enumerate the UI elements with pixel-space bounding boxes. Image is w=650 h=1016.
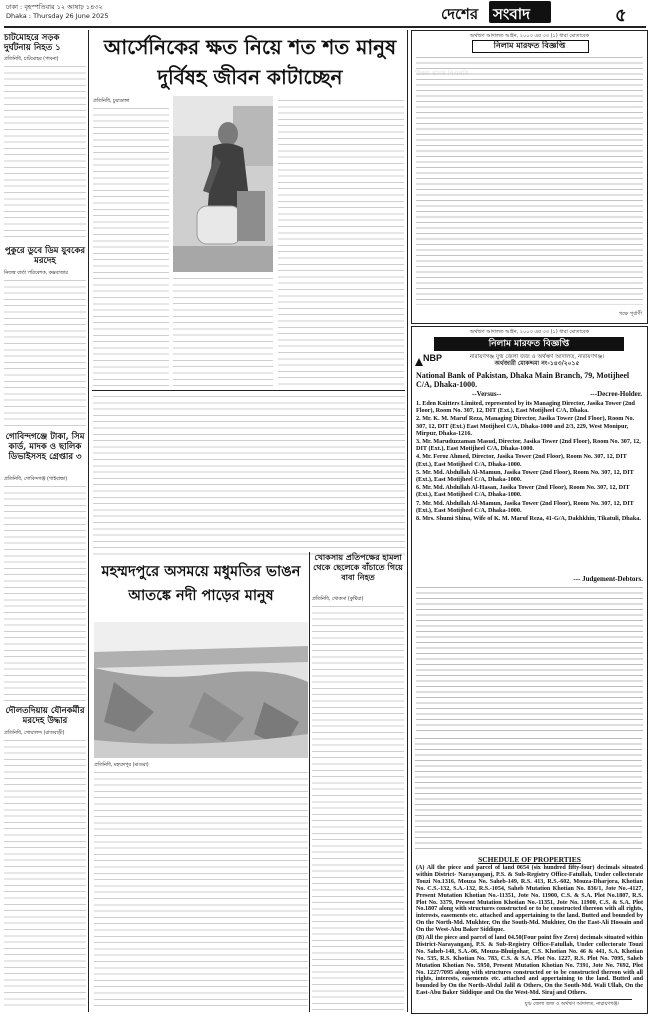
notice-top-body	[416, 55, 643, 305]
parties-list	[416, 400, 643, 522]
edition-date-en: Dhaka : Thursday 26 June 2025	[6, 12, 109, 20]
party-item: 1. Eden Knitters Limited, represented by its Managing Director, Jasika Tower (2nd Floor), Room No. 307, 12, DIT (Ext.), East Motijheel C/A, Dhaka.	[416, 400, 635, 415]
notice-bottom-body	[416, 585, 643, 733]
decree-holder: ---Decree-Holder.	[590, 390, 642, 398]
side-divider	[309, 552, 310, 1012]
second-byline: প্রতিনিধি, মহম্মদপুর (মাগুরা)	[94, 763, 149, 768]
auction-notice-top	[411, 30, 648, 324]
notice-bottom-mid-body	[415, 736, 642, 852]
versus: --Versus--	[472, 390, 502, 398]
left-headline-1: চাটমোহরে সড়ক দুর্ঘটনায় নিহত ১	[4, 33, 61, 53]
masthead-brand-right-text: সংবাদ	[493, 5, 530, 23]
left-byline-3: প্রতিনিধি, গোবিন্দগঞ্জ (গাইবান্ধা)	[4, 477, 68, 482]
center-right-divider	[407, 30, 408, 1012]
party-item: 4. Mr. Feroz Ahmed, Director, Jasika Tower (2nd Floor), Room No. 307, 12, DIT (Ext.), East Motijheel C/A, Dhaka-1000.	[416, 453, 627, 468]
lead-byline: প্রতিনিধি, চুয়াডাঙ্গা	[93, 99, 130, 104]
party-item: 7. Mr. Md. Abdullah Al-Mamun, Jasika Tower (2nd Floor), Room No. 307, 12, DIT (Ext.), East Motijheel C/A, Dhaka-1000.	[416, 499, 634, 514]
court-seal: যুগ্ম জেলা জজ ও অর্থঋণ আদালত, নারায়ণগঞ্জ।	[524, 1002, 620, 1007]
court-seal-line	[532, 999, 632, 1000]
edition-date-bn: ঢাকা : বৃহস্পতিবার ১২ আষাঢ় ১৪৩২	[6, 3, 103, 11]
left-body-3	[4, 484, 86, 702]
schedule-title: SCHEDULE OF PROPERTIES	[478, 855, 581, 864]
riverbank-photo	[94, 622, 308, 758]
notice-bottom-title: নিলাম মারফত বিজ্ঞপ্তি	[488, 339, 570, 349]
left-column	[4, 30, 86, 1012]
party-item: 5. Mr. Md. Abdullah Al-Mamun, Jasika Tower (2nd Floor), Room No. 307, 12, DIT (Ext.), East Motijheel C/A, Dhaka-1000.	[416, 468, 634, 484]
party-item: 8. Mrs. Shumi Shina, Wife of K. M. Maruf Reza, 41-G/A, Dakhkhin, Tikatuli, Dhaka.	[416, 515, 641, 523]
lead-continuation	[93, 394, 405, 556]
side-headline: খোকসায় প্রতিপক্ষের হামলা থেকে ছেলেকে বাঁচাতে গিয়ে বাবা নিহত	[313, 552, 403, 582]
notice-bottom-case-no: অর্থজারী মোকদ্দমা নং-১৪৩/২০১৫	[494, 360, 580, 367]
side-byline: প্রতিনিধি, খোকসা (কুষ্টিয়া)	[312, 597, 364, 602]
schedule-b: (B) All the piece and parcel of land 04.50(Four point five Zero) decimals situated within District-Narayanganj, P.S. & Sub-Registry Office-Fatullah, Under collectorate Touzi No. Saheb-148, S.A.-06, Mouza-Bhuigohar, C.S. Khotian No. 46 & 441, S.A. Khotian No. 535, R.S. Khotian No. 783, C.S. & S.A. Plot No. 1227, R.S. Plot No. 7095, Saheb Mutation Khotian No. 5950, Present Mutation Khotian No. 7391, Jote No. 7692, Plot No. 1227/7095 along with structures constructed or to be constructed thereon with all rights, interests, easements etc. attached and appertaining to the land. Butted and bounded by On the North-Abdul Jalil & Others, On the South-Md. Wali Ullah, On the East-Abu Baker Siddique and On the West-Md. Siraj and Others.	[416, 935, 643, 997]
lead-headline: আর্সেনিকের ক্ষত নিয়ে শত শত মানুষ দুর্বিষহ জীবন কাটাচ্ছেন	[103, 35, 397, 89]
party-item: 3. Mr. Maruduzzaman Masud, Director, Jasika Tower (2nd Floor), Room No. 307, 12, DIT (Ext.), East Motijheel C/A, Dhaka-1000.	[416, 438, 641, 453]
left-column-divider	[88, 30, 89, 1012]
notice-top-title: নিলাম মারফত বিজ্ঞপ্তি	[493, 40, 566, 50]
notice-bottom-header: অর্থঋণ আদালত আইন, ২০০৩ এর ৩৩ (১) ধারা মোতাবেক	[469, 329, 590, 335]
left-headline-2: পুকুরে ডুবে ডিম যুবকের মরদেহ	[4, 246, 86, 266]
party-item: 2. Mr. K. M. Maruf Reza, Managing Director, Jasika Tower (2nd Floor), Room No. 307, 12, DIT (Ext.) East Motijheel C/A, Dhaka-1000 and 2/3, 229, West Monipur, Mirpur, Dhaka-1216.	[416, 415, 635, 437]
party-item: 6. Mr. Md. Abdullah Al-Hasan, Jasika Tower (2nd Floor), Room No. 307, 12, DIT (Ext.), East Motijheel C/A, Dhaka-1000.	[416, 484, 630, 499]
left-body-2	[4, 278, 86, 428]
notice-bottom-court: নারায়ণগঞ্জ যুগ্ম জেলা জজ ও অর্থঋণ আদালত, নারায়ণগঞ্জ।	[469, 354, 605, 360]
nbp-logo	[414, 353, 443, 365]
masthead-logo	[395, 1, 591, 25]
left-byline-4: প্রতিনিধি, গোয়ালন্দ (রাজবাড়ী)	[4, 731, 65, 736]
left-byline-1: প্রতিনিধি, চাটমোহর (পাবনা)	[4, 57, 59, 62]
lead-story-bottom-rule	[92, 390, 405, 391]
auction-notice-bottom	[411, 326, 648, 1014]
judgement-debtors: --- Judgement-Debtors.	[573, 575, 643, 583]
lead-body-left	[93, 106, 169, 386]
lead-photo	[173, 96, 273, 272]
page-number: ৫	[615, 5, 627, 26]
plaintiff: National Bank of Pakistan, Dhaka Main Branch, 79, Motijheel C/A, Dhaka-1000.	[416, 371, 630, 389]
lead-photo-illustration	[173, 96, 273, 272]
schedule-a: (A) All the piece and parcel of land 0654 (six hundred fifty-four) decimals situated within District- Narayanganj, P.S. & Sub-Registry Office-Fatullah, Under collectorate Touzi No.1316, Mouza No. Saheb-149, R.S. 413, R.S.-602, Mouza-Dharjora, Khotian No. C.S.-132, S.A.-132, R.S.-1054, Saheb Mutation Khotian No. 836/1, Jote No.-4127, Present Mutation Khotian No.-11351, Jote No. 11900, C.S. & S.A. Plot No.1807, R.S. Plot No. 3379, Present Mutation Khotian No.-11351, Jote No. 11900, C.S. & S.A. Plot No.1807 along with structures constructed or to be constructed thereon with all rights, interests, easements etc. attached and appertaining to the land. Butted and bounded by On the North-Md. Mukhter, On the South-Md. Mukhter, On the East-Ali Hossain and On the West-Abu Baker Siddique.	[416, 865, 643, 934]
second-headline: মহম্মদপুরে অসময়ে মধুমতির ভাঙন আতঙ্কে নদী পাড়ের মানুষ	[101, 563, 301, 604]
masthead-rule	[4, 26, 646, 28]
second-body	[94, 770, 308, 1010]
riverbank-photo-illustration	[94, 622, 308, 758]
lead-body-bottom	[173, 276, 273, 386]
notice-top-header: অর্থঋণ আদালত আইন, ২০০৩ এর ৩৩ (১) ধারা মোতাবেক	[469, 33, 590, 39]
notice-top-footer: পক্ষে পূর্বাণী	[618, 311, 642, 317]
left-headline-4: দৌলতদিয়ায় যৌনকর্মীর মরদেহ উদ্ধার	[5, 706, 85, 726]
left-byline-2: নিজস্ব বার্তা পরিবেশক, কক্সবাজার	[4, 271, 68, 276]
left-body-4	[4, 738, 86, 1010]
lead-body-right	[278, 98, 404, 386]
masthead-brand-left: দেশের	[441, 5, 479, 23]
side-body	[312, 604, 404, 1010]
left-headline-3: গোবিন্দগঞ্জে টাকা, সিম কার্ড, মাদক ও ছালিক ডিভাইসসহ গ্রেপ্তার ৩	[5, 432, 85, 462]
nbp-logo-text: NBP	[423, 353, 443, 363]
left-body-1	[4, 64, 86, 242]
